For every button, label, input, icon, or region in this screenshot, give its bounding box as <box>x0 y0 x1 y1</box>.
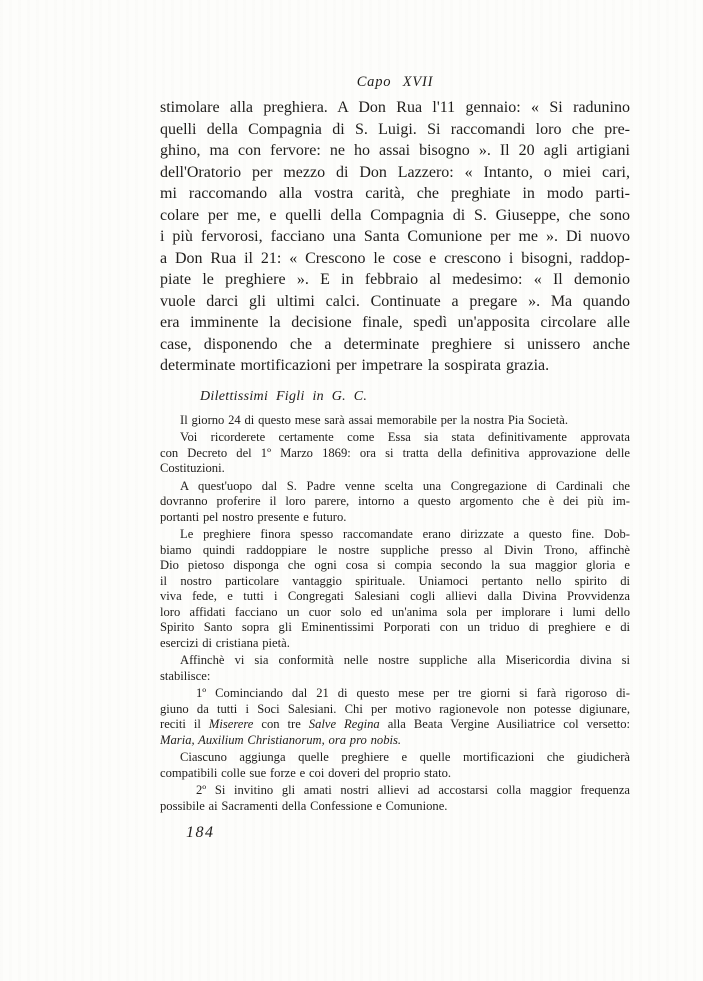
text-line: quelli della Compagnia di S. Luigi. Si raccomandi loro che pre- <box>160 120 630 138</box>
text-line: era imminente la decisione finale, spedì un'apposita circolare alle <box>160 314 630 331</box>
text-line: esercizi di cristiana pietà. <box>160 635 290 650</box>
running-head: Capo XVII <box>356 74 434 90</box>
text-line: Costituzioni. <box>160 461 225 475</box>
letter-paragraph <box>160 527 630 651</box>
text-line: giuno da tutti i Soci Salesiani. Chi per motivo ragionevole non potesse digiunare, <box>160 701 630 716</box>
letter-paragraph <box>160 783 630 814</box>
text-line: stabilisce: <box>160 668 211 683</box>
text-column <box>160 74 630 842</box>
text-line: Le preghiere finora spesso raccomandate erano dirizzate a questo fine. Dob- <box>180 527 630 541</box>
text-line: compatibili colle sue forze e coi doveri del proprio stato. <box>160 765 452 780</box>
text-line: mi raccomando alla vostra carità, che preghiate in modo parti- <box>160 185 630 202</box>
text-line: case, disponendo che a determinate preghiere si unissero anche <box>160 335 630 353</box>
text-line: vuole darci gli ultimi calci. Continuate a pregare ». Ma quando <box>160 292 630 310</box>
text-line: Voi ricorderete certamente come Essa sia stata definitivamente approvata <box>180 430 630 444</box>
text-line: A quest'uopo dal S. Padre venne scelta una Congregazione di Cardinali che <box>180 478 630 493</box>
page-number: 184 <box>186 824 215 841</box>
text-line: portanti pel nostro presente e futuro. <box>160 509 347 524</box>
text-line: piate le preghiere ». E in febbraio al medesimo: « Il demonio <box>160 271 630 288</box>
text-line: Dio pietoso disponga che ogni cosa si compia secondo la sua maggior gloria e <box>160 558 630 572</box>
text-line: con Decreto del 1º Marzo 1869: ora si tratta della definitiva approvazione delle <box>160 445 630 460</box>
text-line: dovranno proferire il loro parere, intorno a questo argomento che è dei più im- <box>160 494 630 508</box>
text-line: Spirito Santo sopra gli Eminentissimi Porporati con un triduo di preghiere e di <box>160 620 630 634</box>
text-line: i più fervorosi, facciano una Santa Comunione per me ». Di nuovo <box>160 228 630 245</box>
letter-paragraph <box>160 750 630 781</box>
text-line: Affinchè vi sia conformità nelle nostre suppliche alla Misericordia divina si <box>180 653 630 667</box>
text-line: biamo quindi raddoppiare le nostre suppliche presso al Divin Trono, affinchè <box>160 542 630 557</box>
main-paragraph <box>160 97 630 377</box>
text-line: Ciascuno aggiunga quelle preghiere e quelle mortificazioni che giudicherà <box>180 750 630 764</box>
text-line: stimolare alla preghiera. A Don Rua l'11 gennaio: « Si radunino <box>160 99 630 116</box>
text-line: reciti il Miserere con tre Salve Regina alla Beata Vergine Ausiliatrice col versetto: <box>160 717 630 731</box>
text-line: a Don Rua il 21: « Crescono le cose e crescono i bisogni, raddop- <box>160 249 630 267</box>
letter-paragraph <box>160 686 630 748</box>
text-line: loro affidati facciano un cuor solo ed un'anima sola per implorare i lumi dello <box>160 604 630 619</box>
text-line: 1º Cominciando dal 21 di questo mese per tre giorni si farà rigoroso di- <box>196 686 630 700</box>
text-line: viva fede, e tutti i Congregati Salesiani cogli allievi dalla Divina Provvidenza <box>160 589 630 603</box>
text-line: Maria, Auxilium Christianorum, ora pro nobis. <box>160 732 402 747</box>
letter-paragraph <box>160 653 630 684</box>
text-line: possibile ai Sacramenti della Confessione e Comunione. <box>160 798 448 813</box>
letter-paragraph <box>160 413 630 429</box>
text-line: dell'Oratorio per mezzo di Don Lazzero: « Intanto, o miei cari, <box>160 163 630 181</box>
text-line: Il giorno 24 di questo mese sarà assai memorabile per la nostra Pia Società. <box>180 412 568 427</box>
text-line: 2º Si invitino gli amati nostri allievi ad accostarsi colla maggior frequenza <box>196 783 630 797</box>
text-line: determinate mortificazioni per impetrare la sospirata grazia. <box>160 357 550 374</box>
text-line: ghino, ma con fervore: ne ho assai bisogno ». Il 20 agli artigiani <box>160 142 630 159</box>
letter-paragraph <box>160 430 630 477</box>
letter-salutation: Dilettissimi Figli in G. C. <box>200 388 368 404</box>
text-line: colare per me, e quelli della Compagnia di S. Giuseppe, che sono <box>160 206 630 224</box>
letter-body <box>160 413 630 815</box>
letter-paragraph <box>160 479 630 526</box>
text-line: il nostro particolare vantaggio spirituale. Uniamoci pertanto nello spirito di <box>160 573 630 588</box>
